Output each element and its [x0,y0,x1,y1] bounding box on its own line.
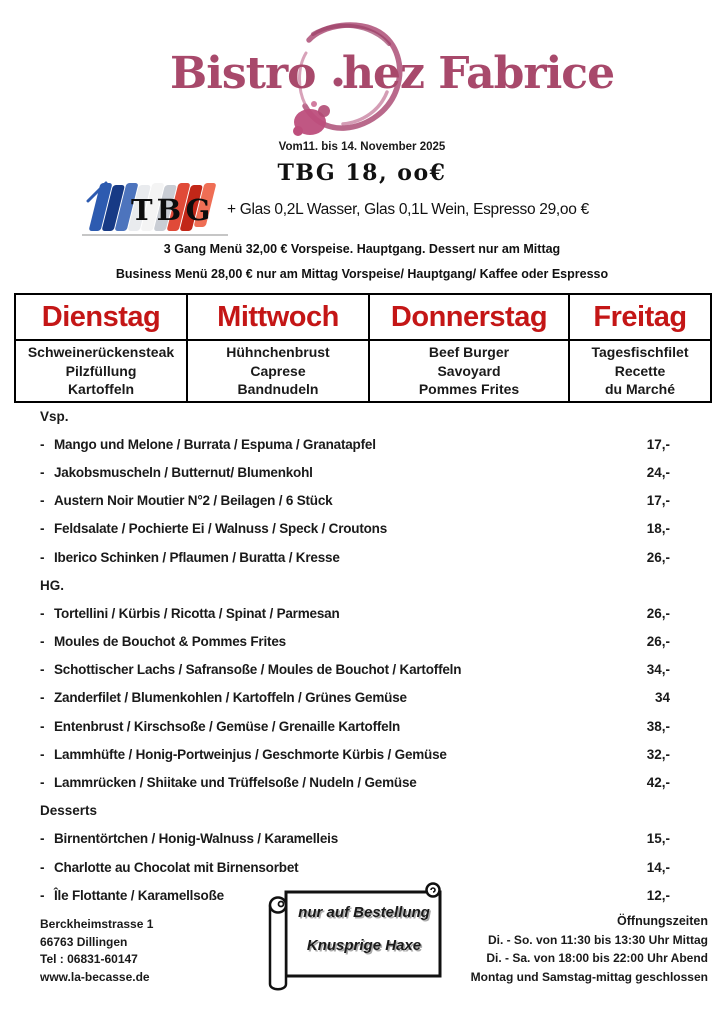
section-label-desserts: Desserts [40,803,98,819]
menu-item-name: Zanderfilet / Blumenkohlen / Kartoffeln / Grünes Gemüse [54,690,407,706]
item-dash: - [40,464,45,480]
menu-item-text [40,775,417,790]
menu-item [40,684,670,712]
menu-item-price: 34 [654,690,670,706]
menu-item-name: Entenbrust / Kirschsoße / Gemüse / Grenaille Kartoffeln [54,718,401,734]
section-row-hauptgang [40,571,670,599]
menu-item-name: Lammrücken / Shiitake und Trüffelsoße / Nudeln / Gemüse [54,775,417,791]
date-range: Vom11. bis 14. November 2025 [278,141,446,153]
menu-item-name: Iberico Schinken / Pflaumen / Buratta / Kresse [54,549,340,565]
address-phone: Tel : 06831-60147 [40,952,138,966]
item-dash: - [40,493,45,509]
menu-item [40,515,670,543]
offer-business-menu: Business Menü 28,00 € nur am Mittag Vorspeise/ Hauptgang/ Kaffee oder Espresso [115,267,609,281]
tbg-headline: TBG 18, oo€ [277,160,447,186]
opening-hours-title: Öffnungszeiten [617,914,708,928]
menu-item-text [40,888,224,903]
menu-item-price: 34,- [646,662,670,678]
address-website: www.la-becasse.de [40,969,150,984]
day-dishes-mittwoch [187,340,369,402]
menu-item-price: 14,- [646,859,670,875]
tbg-detail: + Glas 0,2L Wasser, Glas 0,1L Wein, Espresso 29,oo € [227,201,589,218]
dish-line: Schweinerückensteak [27,344,175,360]
menu-item-name: Austern Noir Moutier N°2 / Beilagen / 6 Stück [54,493,333,509]
menu-item [40,768,670,796]
dish-line: Tagesfischfilet [591,344,689,360]
menu-item-name: Charlotte au Chocolat mit Birnensorbet [54,859,299,875]
dish-line: Kartoffeln [67,381,135,397]
menu-item-text [40,493,332,508]
item-dash: - [40,662,45,678]
menu-item-text [40,606,340,621]
menu-item-name: Lammhüfte / Honig-Portweinjus / Geschmorte Kürbis / Gemüse [54,746,447,762]
menu-item-price: 15,- [646,831,670,847]
dish-line: Caprese [250,362,306,379]
day-header-dienstag: Dienstag [15,294,187,340]
dish-line: Hühnchenbrust [226,344,330,360]
menu-item [40,487,670,515]
menu-item-price: 26,- [646,549,670,565]
dish-line: du Marché [604,381,675,397]
day-dishes-donnerstag [369,340,569,402]
menu-item-name: Jakobsmuscheln / Butternut/ Blumenkohl [54,464,313,480]
dish-line: Beef Burger [428,344,510,360]
hours-closed: Montag und Samstag-mittag geschlossen [470,969,708,984]
menu-item-text [40,747,447,762]
menu-item [40,740,670,768]
menu-item-text [40,831,338,846]
menu-item-price: 42,- [646,775,670,791]
banner-line-2: Knusprige Haxe [306,937,422,954]
menu-item-text [40,860,298,875]
item-dash: - [40,718,45,734]
day-dishes-freitag [569,340,711,402]
item-dash: - [40,887,45,903]
flag-shadow-line [82,234,228,236]
menu-item-name: Schottischer Lachs / Safransoße / Moules de Bouchot / Kartoffeln [54,662,462,678]
menu-item-price: 12,- [646,887,670,903]
weekday-dishes-row [15,340,711,402]
hours-lunch: Di. - So. von 11:30 bis 13:30 Uhr Mittag [487,932,708,947]
menu-item-text [40,550,340,565]
section-label-vsp: Vsp. [40,408,69,424]
menu-item-name: Feldsalate / Pochierte Ei / Walnuss / Speck / Croutons [54,521,388,537]
menu-item [40,599,670,627]
scroll-banner [262,879,458,999]
menu-item [40,430,670,458]
weekday-header-row [15,294,711,340]
menu-item-text [40,521,387,536]
menu-item-text [40,634,286,649]
item-dash: - [40,831,45,847]
opening-hours [471,912,708,986]
tbg-label: TBG [131,193,215,227]
menu-item-price: 32,- [646,746,670,762]
menu-item-name: Birnentörtchen / Honig-Walnuss / Karamelleis [54,831,339,847]
address-city: 66763 Dillingen [40,934,128,949]
dish-line: Bandnudeln [237,381,319,397]
item-dash: - [40,775,45,791]
offer-3gang-menu: 3 Gang Menü 32,00 € Vorspeise. Hauptgang. Dessert nur am Mittag [163,242,561,256]
menu-item [40,712,670,740]
menu-item-text [40,719,400,734]
item-dash: - [40,521,45,537]
menu-item [40,656,670,684]
day-header-mittwoch: Mittwoch [187,294,369,340]
menu-item [40,543,670,571]
item-dash: - [40,605,45,621]
menu-item-text [40,662,461,677]
menu-item [40,853,670,881]
menu-item-name: Mango und Melone / Burrata / Espuma / Granatapfel [54,436,376,452]
item-dash: - [40,549,45,565]
menu-item-price: 26,- [646,634,670,650]
item-dash: - [40,746,45,762]
menu-item-price: 26,- [646,605,670,621]
banner-line-1: nur auf Bestellung [298,904,430,921]
menu-item-name: Île Flottante / Karamellsoße [54,887,224,903]
item-dash: - [40,436,45,452]
menu-item-price: 38,- [646,718,670,734]
menu-list [40,402,670,909]
menu-item [40,628,670,656]
day-header-donnerstag: Donnerstag [369,294,569,340]
menu-item-text [40,465,313,480]
menu-item-price: 17,- [646,493,670,509]
menu-item-price: 18,- [646,521,670,537]
day-header-freitag: Freitag [569,294,711,340]
address-street: Berckheimstrasse 1 [40,917,154,931]
menu-item-name: Moules de Bouchot & Pommes Frites [54,634,286,650]
item-dash: - [40,634,45,650]
dish-line: Savoyard [437,362,501,379]
section-row-vorspeisen [40,402,670,430]
brand-name-left: Bistro [170,48,316,99]
dish-line: Pilzfüllung [65,362,137,379]
menu-item-price: 24,- [646,464,670,480]
section-row-desserts [40,797,670,825]
menu-item-text [40,690,407,705]
item-dash: - [40,690,45,706]
section-label-hg: HG. [40,577,65,593]
menu-item [40,825,670,853]
hours-dinner: Di. - Sa. von 18:00 bis 22:00 Uhr Abend [486,951,708,965]
restaurant-address [40,916,153,986]
menu-item-name: Tortellini / Kürbis / Ricotta / Spinat / Parmesan [54,605,340,621]
dish-line: Pommes Frites [418,381,520,397]
day-dishes-dienstag [15,340,187,402]
item-dash: - [40,859,45,875]
brand-name-right: hez Fabrice [342,48,615,99]
weekday-table [14,293,712,403]
menu-item-text [40,437,376,452]
menu-item-price: 17,- [646,436,670,452]
menu-item [40,458,670,486]
dish-line: Recette [614,362,666,379]
